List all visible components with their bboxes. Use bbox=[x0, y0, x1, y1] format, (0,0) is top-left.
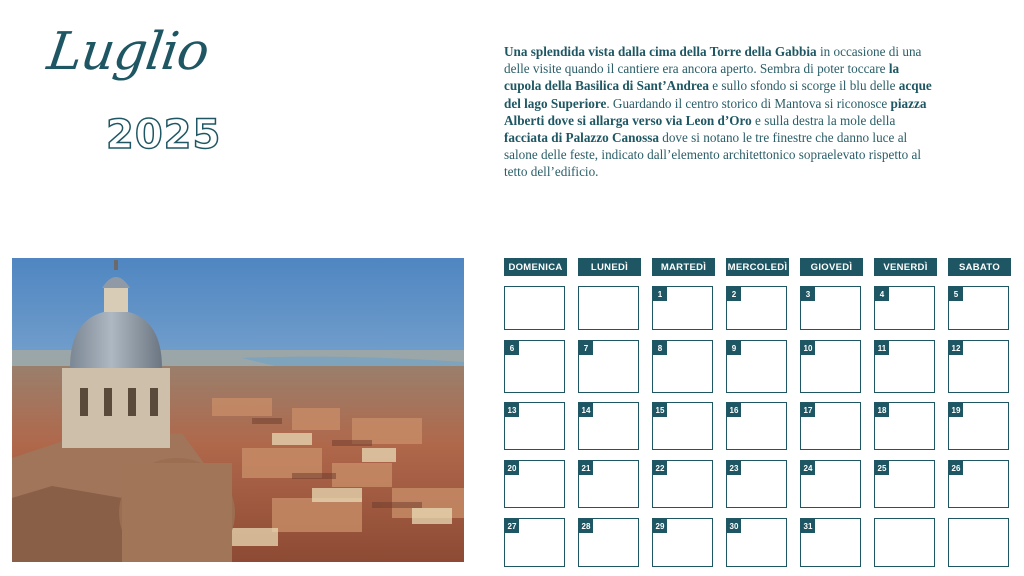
day-cell bbox=[874, 518, 935, 567]
day-number: 5 bbox=[949, 287, 963, 301]
day-cell bbox=[874, 460, 935, 508]
weekday-header: SABATO bbox=[948, 258, 1011, 276]
day-number: 26 bbox=[949, 461, 963, 475]
description-text: in occasione di una delle visite quando il cantiere era ancora aperto. Sembra di poter toccare bbox=[504, 44, 922, 77]
description-text: . Guardando il centro storico di Mantova si riconosce bbox=[606, 95, 891, 111]
day-cell bbox=[800, 286, 861, 330]
day-number: 17 bbox=[801, 403, 815, 417]
highlight-text: Una splendida vista dalla cima della Torre della Gabbia bbox=[504, 44, 817, 59]
mantova-photo bbox=[12, 258, 464, 562]
highlight-text: piazza Alberti dove si allarga verso via Leon d’Oro bbox=[504, 95, 927, 128]
year-title: 2025 bbox=[106, 112, 222, 158]
day-number: 1 bbox=[653, 287, 667, 301]
day-number: 31 bbox=[801, 519, 815, 533]
day-number: 4 bbox=[875, 287, 889, 301]
day-number: 15 bbox=[653, 403, 667, 417]
day-number: 19 bbox=[949, 403, 963, 417]
day-cell bbox=[800, 340, 861, 393]
day-cell bbox=[504, 340, 565, 393]
description-text: e sullo sfondo si scorge il blu delle bbox=[708, 78, 899, 94]
weekday-header: LUNEDÌ bbox=[578, 258, 641, 276]
day-cell bbox=[578, 518, 639, 567]
month-title: Luglio bbox=[43, 22, 213, 82]
description-text: e sulla destra la mole della bbox=[751, 112, 896, 128]
day-cell bbox=[874, 340, 935, 393]
day-cell bbox=[504, 460, 565, 508]
day-cell bbox=[726, 286, 787, 330]
day-cell bbox=[578, 340, 639, 393]
photo-description bbox=[504, 43, 938, 181]
weekday-header: VENERDÌ bbox=[874, 258, 937, 276]
day-cell bbox=[874, 402, 935, 450]
day-number: 8 bbox=[653, 341, 667, 355]
weekday-header: DOMENICA bbox=[504, 258, 567, 276]
day-cell bbox=[726, 518, 787, 567]
day-number: 16 bbox=[727, 403, 741, 417]
day-cell bbox=[800, 402, 861, 450]
highlight-text: la cupola della Basilica di Sant’Andrea bbox=[504, 61, 900, 94]
day-cell bbox=[948, 518, 1009, 567]
day-number: 23 bbox=[727, 461, 741, 475]
day-cell bbox=[948, 286, 1009, 330]
day-number: 9 bbox=[727, 341, 741, 355]
day-number: 12 bbox=[949, 341, 963, 355]
weekday-header: MARTEDÌ bbox=[652, 258, 715, 276]
day-cell bbox=[800, 460, 861, 508]
day-number: 3 bbox=[801, 287, 815, 301]
day-cell bbox=[652, 460, 713, 508]
day-cell bbox=[726, 402, 787, 450]
day-number: 22 bbox=[653, 461, 667, 475]
day-number: 14 bbox=[579, 403, 593, 417]
day-cell bbox=[726, 460, 787, 508]
day-number: 30 bbox=[727, 519, 741, 533]
day-number: 2 bbox=[727, 287, 741, 301]
day-number: 27 bbox=[505, 519, 519, 533]
day-number: 7 bbox=[579, 341, 593, 355]
day-cell bbox=[578, 286, 639, 330]
day-number: 18 bbox=[875, 403, 889, 417]
day-cell bbox=[652, 518, 713, 567]
day-cell bbox=[948, 460, 1009, 508]
day-number: 13 bbox=[505, 403, 519, 417]
day-cell bbox=[948, 402, 1009, 450]
day-cell bbox=[726, 340, 787, 393]
day-cell bbox=[652, 286, 713, 330]
day-cell bbox=[578, 460, 639, 508]
day-cell bbox=[504, 402, 565, 450]
highlight-text: acque del lago Superiore bbox=[504, 78, 932, 111]
day-cell bbox=[948, 340, 1009, 393]
day-cell bbox=[874, 286, 935, 330]
day-number: 28 bbox=[579, 519, 593, 533]
day-cell bbox=[504, 286, 565, 330]
day-number: 21 bbox=[579, 461, 593, 475]
day-number: 25 bbox=[875, 461, 889, 475]
day-cell bbox=[504, 518, 565, 567]
day-cell bbox=[800, 518, 861, 567]
day-number: 11 bbox=[875, 341, 889, 355]
weekday-header: MERCOLEDÌ bbox=[726, 258, 789, 276]
day-number: 29 bbox=[653, 519, 667, 533]
day-cell bbox=[652, 340, 713, 393]
day-number: 6 bbox=[505, 341, 519, 355]
highlight-text: facciata di Palazzo Canossa bbox=[504, 130, 659, 146]
day-number: 24 bbox=[801, 461, 815, 475]
day-cell bbox=[578, 402, 639, 450]
weekday-header: GIOVEDÌ bbox=[800, 258, 863, 276]
day-number: 10 bbox=[801, 341, 815, 355]
description-text: dove si notano le tre finestre che danno luce al salone delle feste, indicato dall’elemento architettonico sopraelevato rispetto al tetto dell’edificio. bbox=[504, 130, 922, 180]
day-number: 20 bbox=[505, 461, 519, 475]
day-cell bbox=[652, 402, 713, 450]
